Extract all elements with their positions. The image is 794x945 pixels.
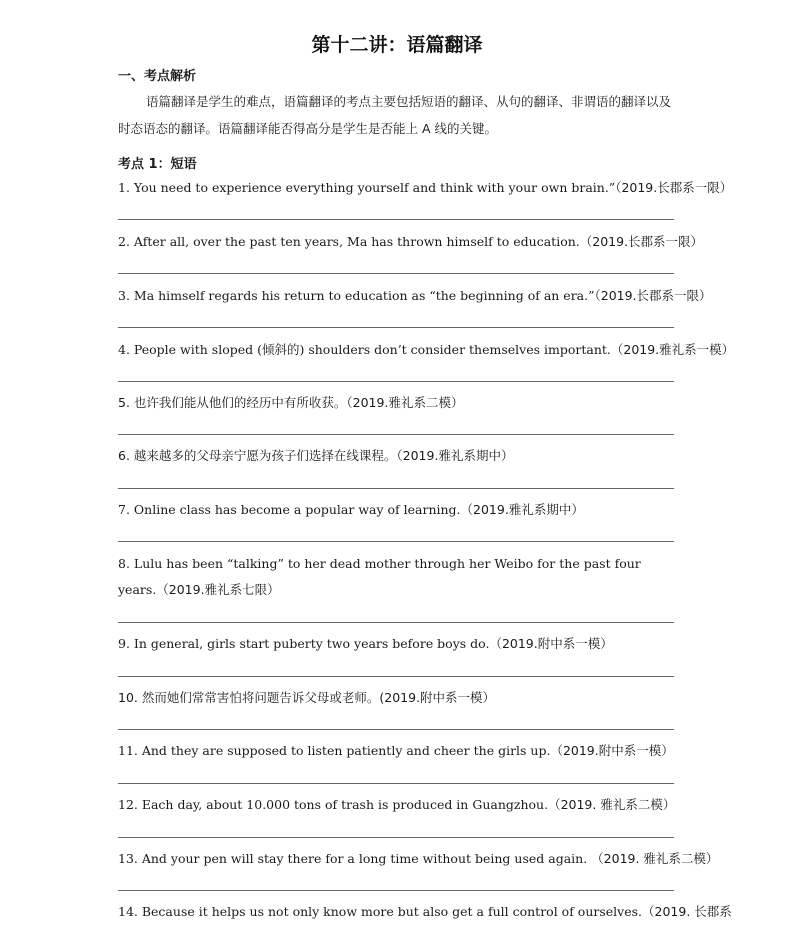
answer-line[interactable] [118,622,674,623]
question-item [118,337,735,363]
question-source: （2019.附中系一模） [489,636,613,651]
question-item [118,229,704,255]
question-source: （2019.雅礼系一模） [610,342,735,357]
answer-line[interactable] [118,273,674,274]
answer-line[interactable] [118,219,674,220]
question-item [118,283,712,309]
question-item [118,846,719,872]
answer-line[interactable] [118,676,674,677]
question-text: 3. Ma himself regards his return to education as “the beginning of an era.” [118,288,595,303]
answer-line[interactable] [118,488,674,489]
question-text: 6. 越来越多的父母亲宁愿为孩子们选择在线课程。 [118,448,397,463]
question-item [118,792,680,818]
question-text: 11. And they are supposed to listen patiently and cheer the girls up. [118,743,551,758]
question-source: （2019. 雅礼系二模） [587,851,719,866]
question-source: （2019.雅礼系七限） [156,582,280,597]
question-text: 10. 然而她们常常害怕将问题告诉父母或老师。 [118,690,380,705]
question-item [118,899,732,925]
question-item [118,443,680,469]
question-text: 9. In general, girls start puberty two years before boys do. [118,636,490,651]
page-title: 第十二讲：语篇翻译 [311,34,483,56]
question-source: （2019.长郡系一限） [579,234,704,249]
question-source: （2019.雅礼系二模） [346,395,464,410]
answer-line[interactable] [118,729,674,730]
question-source: （2019.雅礼系期中） [396,448,514,463]
question-source: (2019.附中系一模） [379,690,496,705]
question-source: （2019.长郡系一限） [615,180,733,195]
question-text: 4. People with sloped (倾斜的) shoulders don’t consider themselves important. [118,342,611,357]
intro-paragraph: 语篇翻译是学生的难点，语篇翻译的考点主要包括短语的翻译、从句的翻译、非谓语的翻译以及时态语态的翻译。语篇翻译能否得高分是学生是否能上 A 线的关键。 [118,94,672,136]
answer-line[interactable] [118,837,674,838]
answer-line[interactable] [118,541,674,542]
question-item [118,175,733,201]
question-item [118,738,680,764]
question-item [118,390,680,416]
question-source: （2019. 雅礼系二模） [548,797,676,812]
question-item [118,551,680,603]
answer-line[interactable] [118,890,674,891]
answer-line[interactable] [118,327,674,328]
question-text: 7. Online class has become a popular way of learning. [118,502,461,517]
question-source: （2019.雅礼系期中） [460,502,584,517]
question-source: （2019. 长郡系 [642,904,732,919]
answer-line[interactable] [118,434,674,435]
sub-heading: 考点 1：短语 [118,157,197,172]
question-item [118,685,680,711]
question-source: （2019.附中系一模） [550,743,674,758]
question-text: 8. Lulu has been “talking” to her dead mother through her Weibo for the past four years. [118,556,641,597]
question-text: 2. After all, over the past ten years, Ma has thrown himself to education. [118,234,580,249]
section-heading: 一、考点解析 [118,69,197,84]
question-text: 5. 也许我们能从他们的经历中有所收获。 [118,395,347,410]
answer-line[interactable] [118,381,674,382]
question-text: 1. You need to experience everything yourself and think with your own brain.” [118,180,616,195]
question-item [118,497,680,523]
question-text: 14. Because it helps us not only know more but also get a full control of ourselves. [118,904,643,919]
question-item [118,631,680,657]
question-text: 13. And your pen will stay there for a long time without being used again. [118,851,588,866]
question-source: （2019.长郡系一限） [594,288,712,303]
answer-line[interactable] [118,783,674,784]
question-text: 12. Each day, about 10.000 tons of trash is produced in Guangzhou. [118,797,549,812]
